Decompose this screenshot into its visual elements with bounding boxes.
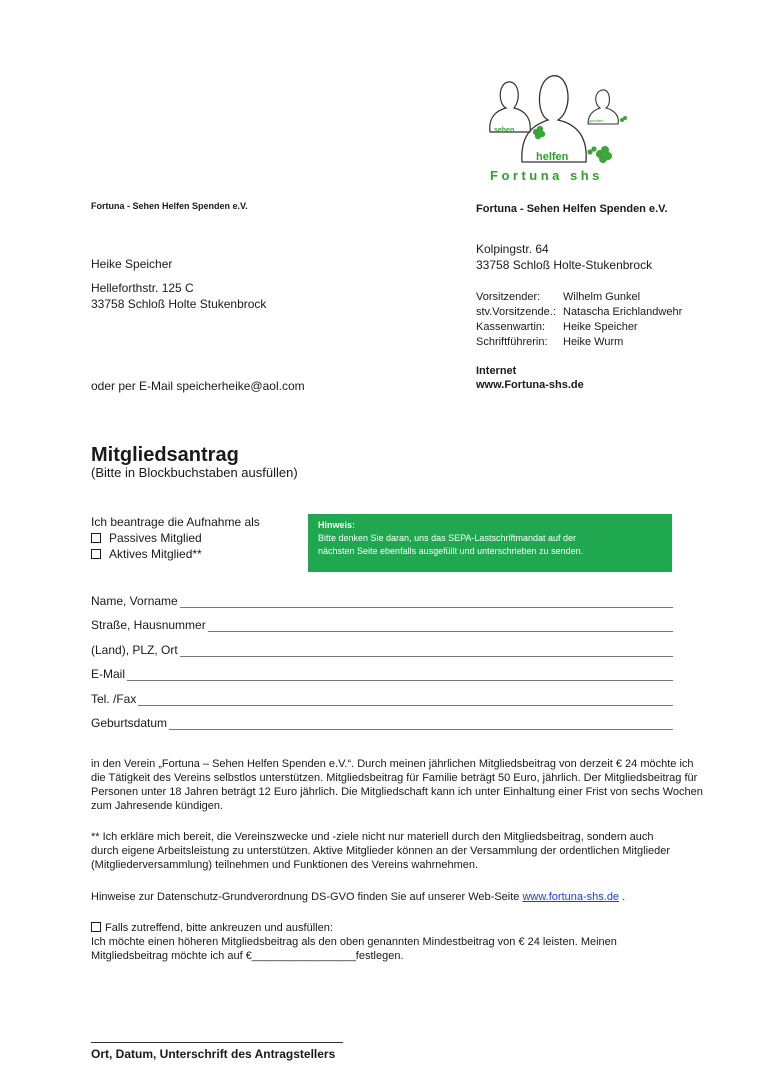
- officers-list: [476, 290, 682, 350]
- officer-role: Schriftführerin:: [476, 336, 548, 348]
- officer-name: Heike Speicher: [563, 321, 638, 333]
- hint-line: nächsten Seite ebenfalls ausgefüllt und unterschrieben zu senden.: [318, 546, 584, 556]
- field-label: (Land), PLZ, Ort: [91, 643, 178, 657]
- paragraph-line: ** Ich erkläre mich bereit, die Vereinszwecke und -ziele nicht nur materiell durch den Mitgliedsbeitrag, sondern auch: [91, 831, 654, 843]
- logo-person-center-icon: [522, 76, 586, 162]
- field-input-line[interactable]: [180, 595, 673, 608]
- field-street[interactable]: [91, 618, 673, 632]
- paragraph-line: durch eigene Arbeitsleistung zu unterstützen. Aktive Mitglieder können an der Versammlung der ordentlichen Mitglieder: [91, 845, 671, 857]
- higher-fee-label: Falls zutreffend, bitte ankreuzen und ausfüllen:: [105, 922, 333, 934]
- logo-name: Fortuna shs: [490, 168, 603, 183]
- membership-type: [91, 514, 260, 562]
- field-label: E-Mail: [91, 667, 126, 681]
- option-passive-label: Passives Mitglied: [109, 531, 202, 545]
- field-input-line[interactable]: [180, 644, 673, 657]
- email-line: oder per E-Mail speicherheike@aol.com: [91, 379, 305, 393]
- officer-role: Kassenwartin:: [476, 321, 546, 333]
- internet-label: Internet: [476, 365, 517, 377]
- officer-row: [476, 305, 682, 320]
- officer-row: [476, 320, 682, 335]
- field-input-line[interactable]: [127, 668, 673, 681]
- logo-person-left-icon: [490, 82, 531, 132]
- recipient-name: Heike Speicher: [91, 257, 173, 271]
- privacy-paragraph: [91, 890, 703, 904]
- internet-url[interactable]: www.Fortuna-shs.de: [476, 379, 584, 391]
- recipient-address: [91, 256, 266, 312]
- option-passive[interactable]: [91, 530, 260, 546]
- officer-name: Natascha Erichlandwehr: [563, 306, 683, 318]
- field-birthdate[interactable]: [91, 716, 673, 730]
- field-label: Tel. /Fax: [91, 692, 137, 706]
- higher-fee-paragraph: [91, 921, 703, 963]
- field-name[interactable]: [91, 594, 673, 608]
- paragraph-line: Mitgliedsbeitrag möchte ich auf €_________________festlegen.: [91, 950, 404, 962]
- signature-label: Ort, Datum, Unterschrift des Antragstellers: [91, 1047, 336, 1061]
- paragraph-line: Ich möchte einen höheren Mitgliedsbeitrag als den oben genannten Mindestbeitrag von € 24 leisten. Meinen: [91, 936, 617, 948]
- higher-fee-option[interactable]: [91, 921, 703, 935]
- membership-intro: Ich beantrage die Aufnahme als: [91, 515, 260, 529]
- recipient-city: 33758 Schloß Holte Stukenbrock: [91, 297, 267, 311]
- officer-name: Heike Wurm: [563, 336, 624, 348]
- field-label: Geburtsdatum: [91, 716, 168, 730]
- hint-title: Hinweis:: [318, 520, 356, 530]
- internet-block: [476, 364, 584, 392]
- svg-text:sehen: sehen: [494, 127, 515, 134]
- field-input-line[interactable]: [138, 693, 673, 706]
- field-label: Straße, Hausnummer: [91, 618, 206, 632]
- privacy-text: Hinweise zur Datenschutz-Grundverordnung DS-GVO finden Sie auf unserer Web-Seite: [91, 891, 523, 903]
- paragraph-line: Personen unter 18 Jahren beträgt 12 Euro jährlich. Die Mitgliedschaft kann ich unter Einhaltung einer Frist von sechs Wochen: [91, 786, 703, 798]
- form-title: Mitgliedsantrag: [91, 444, 239, 466]
- recipient-street: Helleforthstr. 125 C: [91, 281, 194, 295]
- officer-row: [476, 290, 682, 305]
- checkbox-active[interactable]: [91, 549, 101, 559]
- hint-box: [308, 514, 672, 572]
- org-street: Kolpingstr. 64: [476, 242, 549, 256]
- checkbox-higher-fee[interactable]: [91, 922, 101, 932]
- hint-line: Bitte denken Sie daran, uns das SEPA-Lastschriftmandat auf der: [318, 533, 576, 543]
- org-name-right: Fortuna - Sehen Helfen Spenden e.V.: [476, 203, 668, 215]
- paragraph-line: in den Verein „Fortuna – Sehen Helfen Spenden e.V.“. Durch meinen jährlichen Mitgliedsbeitrag von derzeit € 24 möchte ich: [91, 758, 694, 770]
- officer-role: stv.Vorsitzende.:: [476, 306, 556, 318]
- org-address: [476, 241, 652, 273]
- privacy-link[interactable]: www.fortuna-shs.de: [522, 891, 620, 903]
- field-city[interactable]: [91, 643, 673, 657]
- paragraph-line: (Mitgliederversammlung) teilnehmen und Funktionen des Vereins wahrnehmen.: [91, 859, 479, 871]
- officer-row: [476, 335, 682, 350]
- active-member-paragraph: [91, 830, 703, 872]
- field-label: Name, Vorname: [91, 594, 178, 608]
- paragraph-line: zum Jahresende kündigen.: [91, 800, 224, 812]
- membership-paragraph: [91, 757, 703, 813]
- svg-text:spenden: spenden: [588, 118, 604, 123]
- officer-role: Vorsitzender:: [476, 291, 541, 303]
- form-subtitle: (Bitte in Blockbuchstaben ausfüllen): [91, 465, 298, 480]
- svg-text:helfen: helfen: [536, 151, 569, 163]
- privacy-end: .: [619, 891, 626, 903]
- field-input-line[interactable]: [169, 717, 673, 730]
- org-name-left: Fortuna - Sehen Helfen Spenden e.V.: [91, 201, 248, 211]
- option-active-label: Aktives Mitglied**: [109, 547, 202, 561]
- option-active[interactable]: [91, 546, 260, 562]
- field-input-line[interactable]: [208, 619, 673, 632]
- field-email[interactable]: [91, 667, 673, 681]
- paragraph-line: die Tätigkeit des Vereins selbstlos unterstützen. Mitgliedsbeitrag für Familie beträgt 50 Euro, jährlich. Der Mitgliedsbeitrag für: [91, 772, 698, 784]
- org-city: 33758 Schloß Holte-Stukenbrock: [476, 258, 653, 272]
- officer-name: Wilhelm Gunkel: [563, 291, 641, 303]
- signature-line[interactable]: [91, 1042, 343, 1043]
- checkbox-passive[interactable]: [91, 533, 101, 543]
- field-phone[interactable]: [91, 692, 673, 706]
